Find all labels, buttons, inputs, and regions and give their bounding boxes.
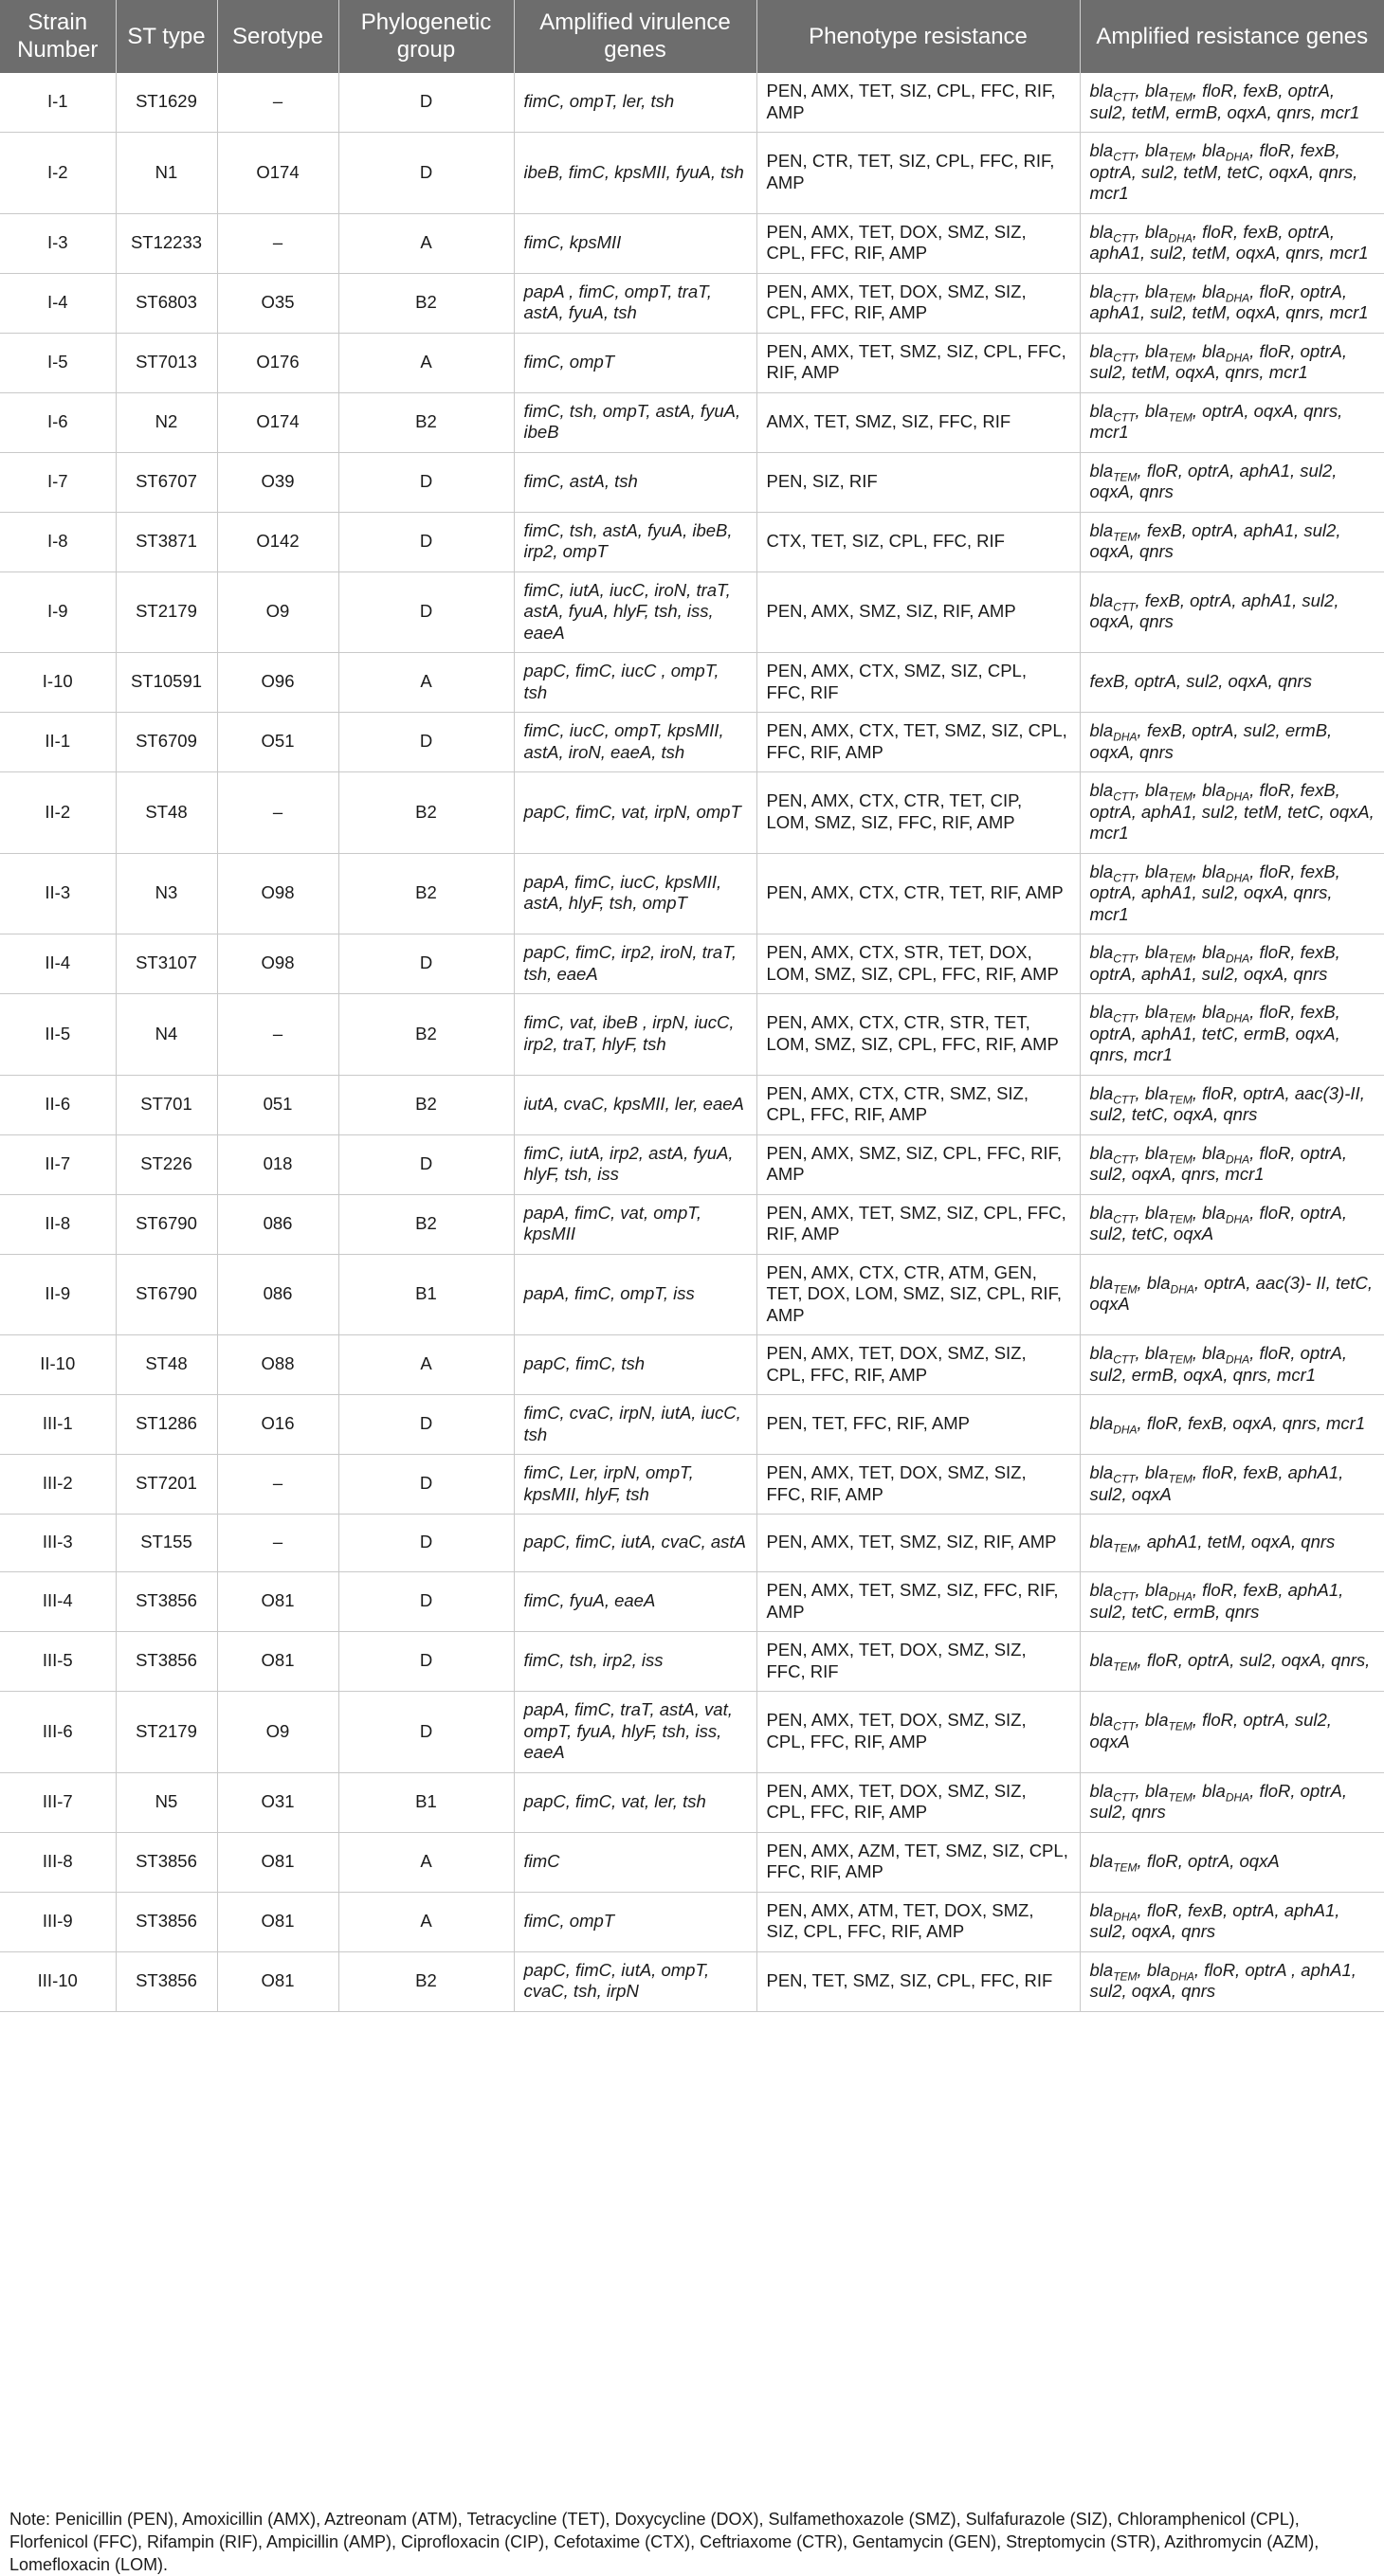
phenotype-resistance-cell: PEN, TET, FFC, RIF, AMP bbox=[756, 1395, 1080, 1455]
virulence-genes-cell: papC, fimC, vat, ler, tsh bbox=[514, 1772, 756, 1832]
phylogenetic-group-cell: B2 bbox=[338, 772, 514, 854]
table-row bbox=[0, 772, 1384, 854]
serotype-cell: 086 bbox=[217, 1194, 338, 1254]
serotype-cell: – bbox=[217, 994, 338, 1076]
phenotype-resistance-cell: PEN, AMX, TET, DOX, SMZ, SIZ, CPL, FFC, RIF, AMP bbox=[756, 273, 1080, 333]
table-row bbox=[0, 1515, 1384, 1572]
serotype-cell: – bbox=[217, 1515, 338, 1572]
resistance-genes-cell: bla$_{CTT}$, bla$_{TEM}$, bla$_{DHA}$, floR, optrA, aphA1, sul2, tetM, oqxA, qnrs, mcr1 bbox=[1080, 273, 1384, 333]
serotype-cell: 051 bbox=[217, 1075, 338, 1134]
table-row bbox=[0, 1632, 1384, 1692]
st-type-cell: ST3856 bbox=[116, 1951, 217, 2011]
serotype-cell: – bbox=[217, 73, 338, 133]
table-row bbox=[0, 1455, 1384, 1515]
st-type-cell: N4 bbox=[116, 994, 217, 1076]
virulence-genes-cell: fimC, ompT bbox=[514, 333, 756, 392]
phylogenetic-group-cell: B2 bbox=[338, 392, 514, 452]
strain-number-cell: II-1 bbox=[0, 713, 116, 772]
strain-number-cell: II-9 bbox=[0, 1254, 116, 1335]
serotype-cell: – bbox=[217, 772, 338, 854]
phenotype-resistance-cell: PEN, AMX, CTX, CTR, SMZ, SIZ, CPL, FFC, RIF, AMP bbox=[756, 1075, 1080, 1134]
resistance-genes-cell: bla$_{DHA}$, floR, fexB, oqxA, qnrs, mcr1 bbox=[1080, 1395, 1384, 1455]
st-type-cell: ST48 bbox=[116, 1335, 217, 1395]
phenotype-resistance-cell: PEN, SIZ, RIF bbox=[756, 452, 1080, 512]
st-type-cell: N1 bbox=[116, 133, 217, 214]
st-type-cell: N3 bbox=[116, 853, 217, 934]
table-row bbox=[0, 653, 1384, 713]
st-type-cell: ST6803 bbox=[116, 273, 217, 333]
table-row bbox=[0, 512, 1384, 571]
virulence-genes-cell: fimC, Ler, irpN, ompT, kpsMII, hlyF, tsh bbox=[514, 1455, 756, 1515]
table-row bbox=[0, 1892, 1384, 1951]
phenotype-resistance-cell: PEN, AMX, TET, DOX, SMZ, SIZ, CPL, FFC, RIF, AMP bbox=[756, 213, 1080, 273]
phylogenetic-group-cell: A bbox=[338, 333, 514, 392]
serotype-cell: O88 bbox=[217, 1335, 338, 1395]
virulence-genes-cell: ibeB, fimC, kpsMII, fyuA, tsh bbox=[514, 133, 756, 214]
serotype-cell: O142 bbox=[217, 512, 338, 571]
st-type-cell: ST6707 bbox=[116, 452, 217, 512]
header-serotype: Serotype bbox=[217, 0, 338, 73]
strain-number-cell: III-9 bbox=[0, 1892, 116, 1951]
table-row bbox=[0, 1832, 1384, 1892]
serotype-cell: O81 bbox=[217, 1632, 338, 1692]
resistance-genes-cell: bla$_{TEM}$, bla$_{DHA}$, optrA, aac(3)- II, tetC, oqxA bbox=[1080, 1254, 1384, 1335]
st-type-cell: ST155 bbox=[116, 1515, 217, 1572]
strain-number-cell: II-5 bbox=[0, 994, 116, 1076]
table-row bbox=[0, 1335, 1384, 1395]
phenotype-resistance-cell: PEN, AMX, CTX, TET, SMZ, SIZ, CPL, FFC, RIF, AMP bbox=[756, 713, 1080, 772]
strain-number-cell: II-4 bbox=[0, 934, 116, 994]
virulence-genes-cell: fimC, iucC, ompT, kpsMII, astA, iroN, eaeA, tsh bbox=[514, 713, 756, 772]
phenotype-resistance-cell: PEN, AMX, ATM, TET, DOX, SMZ, SIZ, CPL, FFC, RIF, AMP bbox=[756, 1892, 1080, 1951]
table-row bbox=[0, 392, 1384, 452]
header-row bbox=[0, 0, 1384, 73]
phylogenetic-group-cell: D bbox=[338, 713, 514, 772]
st-type-cell: ST3856 bbox=[116, 1832, 217, 1892]
serotype-cell: – bbox=[217, 1455, 338, 1515]
virulence-genes-cell: iutA, cvaC, kpsMII, ler, eaeA bbox=[514, 1075, 756, 1134]
phenotype-resistance-cell: PEN, AMX, SMZ, SIZ, CPL, FFC, RIF, AMP bbox=[756, 1134, 1080, 1194]
phylogenetic-group-cell: D bbox=[338, 1134, 514, 1194]
resistance-genes-cell: bla$_{TEM}$, floR, optrA, aphA1, sul2, oqxA, qnrs bbox=[1080, 452, 1384, 512]
resistance-genes-cell: bla$_{CTT}$, fexB, optrA, aphA1, sul2, oqxA, qnrs bbox=[1080, 571, 1384, 653]
table-row bbox=[0, 1395, 1384, 1455]
strain-number-cell: II-2 bbox=[0, 772, 116, 854]
table-row bbox=[0, 333, 1384, 392]
resistance-genes-cell: bla$_{CTT}$, bla$_{TEM}$, floR, fexB, aphA1, sul2, oqxA bbox=[1080, 1455, 1384, 1515]
resistance-genes-cell: bla$_{TEM}$, floR, optrA, oqxA bbox=[1080, 1832, 1384, 1892]
virulence-genes-cell: fimC bbox=[514, 1832, 756, 1892]
resistance-genes-cell: bla$_{CTT}$, bla$_{TEM}$, bla$_{DHA}$, floR, optrA, sul2, oqxA, qnrs, mcr1 bbox=[1080, 1134, 1384, 1194]
phylogenetic-group-cell: D bbox=[338, 1692, 514, 1773]
serotype-cell: O81 bbox=[217, 1951, 338, 2011]
virulence-genes-cell: papC, fimC, vat, irpN, ompT bbox=[514, 772, 756, 854]
strain-number-cell: II-10 bbox=[0, 1335, 116, 1395]
resistance-genes-cell: bla$_{TEM}$, aphA1, tetM, oqxA, qnrs bbox=[1080, 1515, 1384, 1572]
phylogenetic-group-cell: B2 bbox=[338, 1075, 514, 1134]
resistance-genes-cell: bla$_{CTT}$, bla$_{TEM}$, floR, optrA, sul2, oqxA bbox=[1080, 1692, 1384, 1773]
serotype-cell: O39 bbox=[217, 452, 338, 512]
resistance-genes-cell: bla$_{CTT}$, bla$_{DHA}$, floR, fexB, aphA1, sul2, tetC, ermB, qnrs bbox=[1080, 1572, 1384, 1632]
phylogenetic-group-cell: A bbox=[338, 1335, 514, 1395]
resistance-genes-cell: bla$_{DHA}$, floR, fexB, optrA, aphA1, sul2, oqxA, qnrs bbox=[1080, 1892, 1384, 1951]
st-type-cell: ST2179 bbox=[116, 1692, 217, 1773]
strain-number-cell: III-4 bbox=[0, 1572, 116, 1632]
strain-number-cell: III-2 bbox=[0, 1455, 116, 1515]
phylogenetic-group-cell: B2 bbox=[338, 1951, 514, 2011]
st-type-cell: ST6790 bbox=[116, 1194, 217, 1254]
table-body bbox=[0, 73, 1384, 2011]
strain-number-cell: I-10 bbox=[0, 653, 116, 713]
serotype-cell: O176 bbox=[217, 333, 338, 392]
st-type-cell: N5 bbox=[116, 1772, 217, 1832]
phylogenetic-group-cell: D bbox=[338, 934, 514, 994]
st-type-cell: ST3856 bbox=[116, 1892, 217, 1951]
serotype-cell: O16 bbox=[217, 1395, 338, 1455]
serotype-cell: O35 bbox=[217, 273, 338, 333]
table-row bbox=[0, 1134, 1384, 1194]
header-phenotype-resistance: Phenotype resistance bbox=[756, 0, 1080, 73]
virulence-genes-cell: fimC, cvaC, irpN, iutA, iucC, tsh bbox=[514, 1395, 756, 1455]
table-row bbox=[0, 1194, 1384, 1254]
strain-number-cell: I-7 bbox=[0, 452, 116, 512]
phenotype-resistance-cell: PEN, AMX, CTX, STR, TET, DOX, LOM, SMZ, SIZ, CPL, FFC, RIF, AMP bbox=[756, 934, 1080, 994]
phenotype-resistance-cell: PEN, AMX, CTX, CTR, TET, RIF, AMP bbox=[756, 853, 1080, 934]
table-row bbox=[0, 1692, 1384, 1773]
phenotype-resistance-cell: CTX, TET, SIZ, CPL, FFC, RIF bbox=[756, 512, 1080, 571]
st-type-cell: ST3856 bbox=[116, 1632, 217, 1692]
phylogenetic-group-cell: D bbox=[338, 1572, 514, 1632]
phylogenetic-group-cell: D bbox=[338, 1455, 514, 1515]
st-type-cell: N2 bbox=[116, 392, 217, 452]
st-type-cell: ST1286 bbox=[116, 1395, 217, 1455]
serotype-cell: O81 bbox=[217, 1832, 338, 1892]
st-type-cell: ST7013 bbox=[116, 333, 217, 392]
strain-number-cell: I-2 bbox=[0, 133, 116, 214]
phylogenetic-group-cell: D bbox=[338, 1395, 514, 1455]
serotype-cell: O31 bbox=[217, 1772, 338, 1832]
virulence-genes-cell: fimC, iutA, iucC, iroN, traT, astA, fyuA, hlyF, tsh, iss, eaeA bbox=[514, 571, 756, 653]
table-row bbox=[0, 1951, 1384, 2011]
serotype-cell: O9 bbox=[217, 1692, 338, 1773]
phylogenetic-group-cell: D bbox=[338, 133, 514, 214]
resistance-genes-cell: bla$_{CTT}$, bla$_{TEM}$, bla$_{DHA}$, floR, optrA, sul2, ermB, oqxA, qnrs, mcr1 bbox=[1080, 1335, 1384, 1395]
resistance-genes-cell: bla$_{CTT}$, bla$_{TEM}$, bla$_{DHA}$, floR, optrA, sul2, tetM, oqxA, qnrs, mcr1 bbox=[1080, 333, 1384, 392]
phylogenetic-group-cell: D bbox=[338, 73, 514, 133]
phylogenetic-group-cell: B2 bbox=[338, 994, 514, 1076]
serotype-cell: O174 bbox=[217, 133, 338, 214]
phylogenetic-group-cell: B2 bbox=[338, 273, 514, 333]
strain-number-cell: I-1 bbox=[0, 73, 116, 133]
strain-number-cell: III-6 bbox=[0, 1692, 116, 1773]
phenotype-resistance-cell: PEN, AMX, SMZ, SIZ, RIF, AMP bbox=[756, 571, 1080, 653]
table-note: Note: Penicillin (PEN), Amoxicillin (AMX), Aztreonam (ATM), Tetracycline (TET), Doxycycline (DOX), Sulfamethoxazole (SMZ), Sulfafurazole (SIZ), Chloramphenicol (CPL), Florfenicol (FFC), Rifampin (RIF), Ampicillin (AMP), Ciprofloxacin (CIP), Cefotaxime (CTX), Ceftriaxome (CTR), Gentamycin (GEN), Streptomycin (STR), Azithromycin (AZM), Lomefloxacin (LOM). bbox=[9, 2510, 1320, 2574]
virulence-genes-cell: fimC, tsh, astA, fyuA, ibeB, irp2, ompT bbox=[514, 512, 756, 571]
serotype-cell: O98 bbox=[217, 934, 338, 994]
header-phylogenetic-group: Phylogenetic group bbox=[338, 0, 514, 73]
table-row bbox=[0, 1772, 1384, 1832]
strain-number-cell: I-8 bbox=[0, 512, 116, 571]
table-row bbox=[0, 571, 1384, 653]
resistance-genes-cell: fexB, optrA, sul2, oqxA, qnrs bbox=[1080, 653, 1384, 713]
strain-number-cell: I-5 bbox=[0, 333, 116, 392]
table-row bbox=[0, 934, 1384, 994]
phylogenetic-group-cell: B2 bbox=[338, 1194, 514, 1254]
resistance-genes-cell: bla$_{CTT}$, bla$_{TEM}$, bla$_{DHA}$, floR, fexB, optrA, aphA1, tetC, ermB, oqxA, qnrs, mcr1 bbox=[1080, 994, 1384, 1076]
serotype-cell: 086 bbox=[217, 1254, 338, 1335]
phenotype-resistance-cell: PEN, AMX, AZM, TET, SMZ, SIZ, CPL, FFC, RIF, AMP bbox=[756, 1832, 1080, 1892]
phenotype-resistance-cell: PEN, AMX, TET, DOX, SMZ, SIZ, CPL, FFC, RIF, AMP bbox=[756, 1335, 1080, 1395]
virulence-genes-cell: fimC, ompT bbox=[514, 1892, 756, 1951]
table-row bbox=[0, 853, 1384, 934]
st-type-cell: ST701 bbox=[116, 1075, 217, 1134]
header-st-type: ST type bbox=[116, 0, 217, 73]
serotype-cell: O98 bbox=[217, 853, 338, 934]
table-row bbox=[0, 1075, 1384, 1134]
phenotype-resistance-cell: AMX, TET, SMZ, SIZ, FFC, RIF bbox=[756, 392, 1080, 452]
strain-number-cell: I-6 bbox=[0, 392, 116, 452]
serotype-cell: 018 bbox=[217, 1134, 338, 1194]
table-row bbox=[0, 994, 1384, 1076]
strain-number-cell: II-3 bbox=[0, 853, 116, 934]
virulence-genes-cell: papA, fimC, ompT, iss bbox=[514, 1254, 756, 1335]
virulence-genes-cell: fimC, astA, tsh bbox=[514, 452, 756, 512]
virulence-genes-cell: papC, fimC, tsh bbox=[514, 1335, 756, 1395]
resistance-genes-cell: bla$_{CTT}$, bla$_{TEM}$, bla$_{DHA}$, floR, optrA, sul2, tetC, oqxA bbox=[1080, 1194, 1384, 1254]
strain-number-cell: II-6 bbox=[0, 1075, 116, 1134]
phylogenetic-group-cell: D bbox=[338, 1632, 514, 1692]
resistance-genes-cell: bla$_{CTT}$, bla$_{TEM}$, floR, optrA, aac(3)-II, sul2, tetC, oqxA, qnrs bbox=[1080, 1075, 1384, 1134]
phylogenetic-group-cell: D bbox=[338, 571, 514, 653]
virulence-genes-cell: papA, fimC, vat, ompT, kpsMII bbox=[514, 1194, 756, 1254]
virulence-genes-cell: papA, fimC, traT, astA, vat, ompT, fyuA, hlyF, tsh, iss, eaeA bbox=[514, 1692, 756, 1773]
phenotype-resistance-cell: PEN, AMX, TET, SMZ, SIZ, CPL, FFC, RIF, AMP bbox=[756, 1194, 1080, 1254]
strain-number-cell: II-8 bbox=[0, 1194, 116, 1254]
table-row bbox=[0, 133, 1384, 214]
phenotype-resistance-cell: PEN, AMX, TET, DOX, SMZ, SIZ, FFC, RIF bbox=[756, 1632, 1080, 1692]
table-row bbox=[0, 1254, 1384, 1335]
phylogenetic-group-cell: A bbox=[338, 213, 514, 273]
phenotype-resistance-cell: PEN, CTR, TET, SIZ, CPL, FFC, RIF, AMP bbox=[756, 133, 1080, 214]
phenotype-resistance-cell: PEN, AMX, TET, DOX, SMZ, SIZ, CPL, FFC, RIF, AMP bbox=[756, 1692, 1080, 1773]
strain-number-cell: I-3 bbox=[0, 213, 116, 273]
virulence-genes-cell: papA, fimC, iucC, kpsMII, astA, hlyF, tsh, ompT bbox=[514, 853, 756, 934]
phylogenetic-group-cell: B1 bbox=[338, 1254, 514, 1335]
virulence-genes-cell: papC, fimC, iutA, cvaC, astA bbox=[514, 1515, 756, 1572]
header-resistance-genes: Amplified resistance genes bbox=[1080, 0, 1384, 73]
virulence-genes-cell: fimC, fyuA, eaeA bbox=[514, 1572, 756, 1632]
strain-number-cell: III-10 bbox=[0, 1951, 116, 2011]
phylogenetic-group-cell: D bbox=[338, 1515, 514, 1572]
serotype-cell: O51 bbox=[217, 713, 338, 772]
phenotype-resistance-cell: PEN, AMX, TET, SMZ, SIZ, RIF, AMP bbox=[756, 1515, 1080, 1572]
strain-number-cell: I-9 bbox=[0, 571, 116, 653]
st-type-cell: ST2179 bbox=[116, 571, 217, 653]
st-type-cell: ST3871 bbox=[116, 512, 217, 571]
virulence-genes-cell: fimC, ompT, ler, tsh bbox=[514, 73, 756, 133]
phenotype-resistance-cell: PEN, AMX, TET, SIZ, CPL, FFC, RIF, AMP bbox=[756, 73, 1080, 133]
resistance-genes-cell: bla$_{CTT}$, bla$_{TEM}$, bla$_{DHA}$, floR, fexB, optrA, aphA1, sul2, oqxA, qnrs, mcr1 bbox=[1080, 853, 1384, 934]
resistance-genes-cell: bla$_{CTT}$, bla$_{TEM}$, bla$_{DHA}$, floR, fexB, optrA, sul2, tetM, tetC, oqxA, qnrs, mcr1 bbox=[1080, 133, 1384, 214]
phylogenetic-group-cell: A bbox=[338, 1892, 514, 1951]
phenotype-resistance-cell: PEN, AMX, TET, SMZ, SIZ, CPL, FFC, RIF, AMP bbox=[756, 333, 1080, 392]
serotype-cell: O9 bbox=[217, 571, 338, 653]
strain-number-cell: III-5 bbox=[0, 1632, 116, 1692]
st-type-cell: ST10591 bbox=[116, 653, 217, 713]
table-row bbox=[0, 273, 1384, 333]
resistance-genes-cell: bla$_{CTT}$, bla$_{TEM}$, bla$_{DHA}$, floR, fexB, optrA, aphA1, sul2, oqxA, qnrs bbox=[1080, 934, 1384, 994]
strain-number-cell: III-7 bbox=[0, 1772, 116, 1832]
st-type-cell: ST7201 bbox=[116, 1455, 217, 1515]
resistance-genes-cell: bla$_{CTT}$, bla$_{DHA}$, floR, fexB, optrA, aphA1, sul2, tetM, oqxA, qnrs, mcr1 bbox=[1080, 213, 1384, 273]
st-type-cell: ST1629 bbox=[116, 73, 217, 133]
virulence-genes-cell: papC, fimC, iucC , ompT, tsh bbox=[514, 653, 756, 713]
virulence-genes-cell: papC, fimC, iutA, ompT, cvaC, tsh, irpN bbox=[514, 1951, 756, 2011]
phenotype-resistance-cell: PEN, TET, SMZ, SIZ, CPL, FFC, RIF bbox=[756, 1951, 1080, 2011]
phylogenetic-group-cell: B2 bbox=[338, 853, 514, 934]
strain-number-cell: III-1 bbox=[0, 1395, 116, 1455]
virulence-genes-cell: fimC, vat, ibeB , irpN, iucC, irp2, traT, hlyF, tsh bbox=[514, 994, 756, 1076]
strain-number-cell: III-3 bbox=[0, 1515, 116, 1572]
header-strain-number: Strain Number bbox=[0, 0, 116, 73]
virulence-genes-cell: fimC, kpsMII bbox=[514, 213, 756, 273]
st-type-cell: ST12233 bbox=[116, 213, 217, 273]
resistance-genes-cell: bla$_{TEM}$, bla$_{DHA}$, floR, optrA , aphA1, sul2, oqxA, qnrs bbox=[1080, 1951, 1384, 2011]
virulence-genes-cell: fimC, iutA, irp2, astA, fyuA, hlyF, tsh, iss bbox=[514, 1134, 756, 1194]
st-type-cell: ST6790 bbox=[116, 1254, 217, 1335]
serotype-cell: O174 bbox=[217, 392, 338, 452]
phylogenetic-group-cell: D bbox=[338, 452, 514, 512]
phenotype-resistance-cell: PEN, AMX, TET, DOX, SMZ, SIZ, CPL, FFC, RIF, AMP bbox=[756, 1772, 1080, 1832]
virulence-genes-cell: papC, fimC, irp2, iroN, traT, tsh, eaeA bbox=[514, 934, 756, 994]
phylogenetic-group-cell: A bbox=[338, 1832, 514, 1892]
virulence-genes-cell: fimC, tsh, irp2, iss bbox=[514, 1632, 756, 1692]
serotype-cell: O81 bbox=[217, 1572, 338, 1632]
table-row bbox=[0, 1572, 1384, 1632]
phenotype-resistance-cell: PEN, AMX, CTX, CTR, STR, TET, LOM, SMZ, SIZ, CPL, FFC, RIF, AMP bbox=[756, 994, 1080, 1076]
phenotype-resistance-cell: PEN, AMX, TET, SMZ, SIZ, FFC, RIF, AMP bbox=[756, 1572, 1080, 1632]
serotype-cell: O96 bbox=[217, 653, 338, 713]
resistance-genes-cell: bla$_{TEM}$, floR, optrA, sul2, oqxA, qnrs, bbox=[1080, 1632, 1384, 1692]
phenotype-resistance-cell: PEN, AMX, CTX, CTR, TET, CIP, LOM, SMZ, SIZ, FFC, RIF, AMP bbox=[756, 772, 1080, 854]
phenotype-resistance-cell: PEN, AMX, CTX, CTR, ATM, GEN, TET, DOX, LOM, SMZ, SIZ, CPL, RIF, AMP bbox=[756, 1254, 1080, 1335]
strain-number-cell: I-4 bbox=[0, 273, 116, 333]
serotype-cell: – bbox=[217, 213, 338, 273]
strain-number-cell: III-8 bbox=[0, 1832, 116, 1892]
virulence-genes-cell: fimC, tsh, ompT, astA, fyuA, ibeB bbox=[514, 392, 756, 452]
table-row bbox=[0, 713, 1384, 772]
st-type-cell: ST6709 bbox=[116, 713, 217, 772]
resistance-genes-cell: bla$_{CTT}$, bla$_{TEM}$, bla$_{DHA}$, floR, optrA, sul2, qnrs bbox=[1080, 1772, 1384, 1832]
header-virulence-genes: Amplified virulence genes bbox=[514, 0, 756, 73]
st-type-cell: ST226 bbox=[116, 1134, 217, 1194]
strain-number-cell: II-7 bbox=[0, 1134, 116, 1194]
virulence-genes-cell: papA , fimC, ompT, traT, astA, fyuA, tsh bbox=[514, 273, 756, 333]
resistance-genes-cell: bla$_{CTT}$, bla$_{TEM}$, optrA, oqxA, qnrs, mcr1 bbox=[1080, 392, 1384, 452]
resistance-genes-cell: bla$_{TEM}$, fexB, optrA, aphA1, sul2, oqxA, qnrs bbox=[1080, 512, 1384, 571]
phenotype-resistance-cell: PEN, AMX, TET, DOX, SMZ, SIZ, FFC, RIF, AMP bbox=[756, 1455, 1080, 1515]
st-type-cell: ST3856 bbox=[116, 1572, 217, 1632]
phylogenetic-group-cell: D bbox=[338, 512, 514, 571]
table-header bbox=[0, 0, 1384, 73]
phylogenetic-group-cell: A bbox=[338, 653, 514, 713]
table-row bbox=[0, 213, 1384, 273]
phenotype-resistance-cell: PEN, AMX, CTX, SMZ, SIZ, CPL, FFC, RIF bbox=[756, 653, 1080, 713]
table-row bbox=[0, 73, 1384, 133]
st-type-cell: ST3107 bbox=[116, 934, 217, 994]
resistance-genes-cell: bla$_{DHA}$, fexB, optrA, sul2, ermB, oqxA, qnrs bbox=[1080, 713, 1384, 772]
table-row bbox=[0, 452, 1384, 512]
phylogenetic-group-cell: B1 bbox=[338, 1772, 514, 1832]
resistance-genes-cell: bla$_{CTT}$, bla$_{TEM}$, floR, fexB, optrA, sul2, tetM, ermB, oqxA, qnrs, mcr1 bbox=[1080, 73, 1384, 133]
serotype-cell: O81 bbox=[217, 1892, 338, 1951]
resistance-genes-cell: bla$_{CTT}$, bla$_{TEM}$, bla$_{DHA}$, floR, fexB, optrA, aphA1, sul2, tetM, tetC, oqxA, mcr1 bbox=[1080, 772, 1384, 854]
st-type-cell: ST48 bbox=[116, 772, 217, 854]
